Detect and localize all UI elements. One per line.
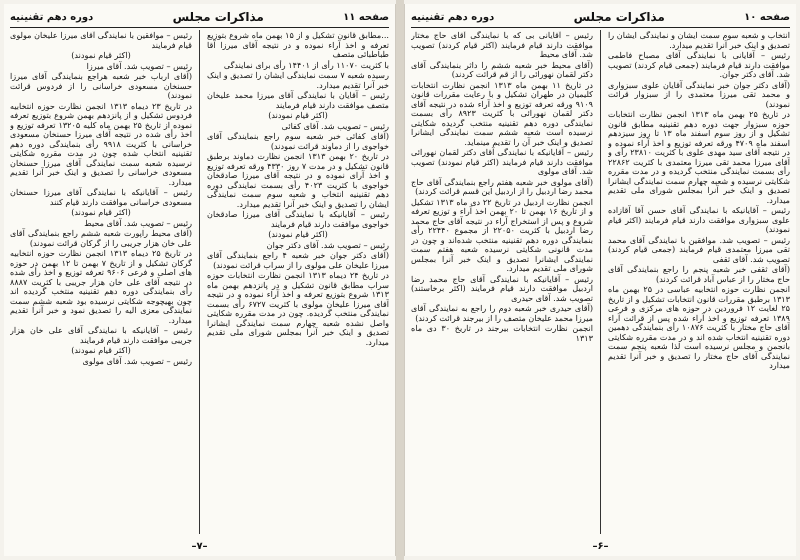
paragraph: رئیس – آقایانی با نمایندگی آقای مصباح فاطمی موافقت دارند قیام فرمایند (جمعی قیام کردند) تصویب شد. آقای دکتر جوان. [608,50,790,79]
paragraph: با کثریت ۱۱۰۷۰ رأی از ۱۴۴۰۱ رأی برای نمایندگی [223,59,389,70]
column-divider [600,30,601,534]
left-page-left-column [10,31,192,534]
paragraph: (آقای دکتر جوان خبر نمایندگی آقایان علوی سبزواری و محمد تقی میرزا معتمدی را از سبزوار قرائت نمودند) [608,79,790,109]
paragraph: رئیس – آقایانی بی که با نمایندگی آقای حاج مختار موافقت دارند قیام فرمایند (اکثر قیام کردند) تصویب شد. آقای محیط [411,31,593,59]
paragraph: رئیس – آقایانیکه با نمایندگی آقای حاج محمد رضا اردبیل موافقت دارند قیام فرمایند (اکثر برخاستند) تصویب شد. آقای حیدری [411,273,593,303]
paragraph: رئیس – موافقین با نمایندگی آقای میرزا علیخان مولوی قیام فرمایند [10,31,192,50]
paragraph: (آقای محیط خبر شعبه ششم را داثر بنمایندگی آقای دکتر لقمان نهورائی را از قم قرائت کردند) [411,59,593,79]
left-journal-title: مذاکرات مجلس [172,10,264,24]
paragraph: رئیس – آقایانیکه با نمایندگی آقای علی خان هزار جریبی موافقت دارند قیام فرمایند [10,325,192,345]
paragraph: (آقای ثقفی خبر شعبه پنجم را راجع بنمایندگی آقای حاج مختار را از عباس آباد قرائت کردند) [608,264,790,284]
paragraph: رئیس – تصویب شد. آقای دکتر جوان [266,239,389,250]
paragraph: در تاریخ ۲۰ بهمن ۱۳۱۳ انجمن نظارت دماوند برطبق قانون تشکیل و در مدت ۷ روز ۴۳۳۰ ورقه تعرفه توزیع و اخذ آرای نموده و در نتیجه آقای میرزا صادقخان خواجوی با کثریت ۴۰۲۳ رأی بسمت نمایندگی دوره دهم تقنینیه انتخاب و شعبه سوم سمت نمایندگی ایشان را تصدیق و اینک خبر آنرا تقدیم میدارد. [207,151,389,209]
paragraph: (آقای مولوی خبر شعبه هفتم راجع بنمایندگی آقای حاج محمد رضا اردبیل را از اردبیل این قسم قرائت کردند) [411,176,593,196]
paragraph: در تاریخ ۲۵ بهمن ماه ۱۳۱۳ انجمن نظارت انتخابات حوزه سبزوار جهت دوره دهم تقنینیه مطابق قانون تشکیل و از روز سوم اسفند ماه ۱۳ تا روز سیزدهم اسفند ماه ۴۷۰۹ ورقه تعرفه توزیع و اخذ آراء نموده و در نتیجه آقای سید مهدی علوی با کثریت ۲۳۸۱۰ رأی و آقای میرزا محمد تقی میرزا معتمدی با کثریت ۲۲۸۶۲ رأی بسمت نمایندگی منتخب گردیده و در مدت مقرره شکایتی نرسیده و شعبه چهارم سمت نمایندگی ایشانرا تصدیق و اینک خبر آنرا بمجلس شورای ملی تقدیم میدارد. [608,109,790,205]
paragraph: رئیس – آقایانیکه با نمایندگی آقای دکتر لقمان نهورائی موافقت دارند قیام فرمایند (اکثر قیام نمودند) تصویب شد. آقای مولوی [411,147,593,176]
paragraph: (آقای ارباب خبر شعبه هراجع بنمایندگی آقای میرزا حسنخان مسعودی خراسانی را از فردوس قرائت نمودند) [10,71,192,100]
header-rule [10,27,389,28]
left-page-header [10,8,389,26]
right-page-right-column [608,31,790,534]
paragraph: (آقای کفائی خبر شعبه سوم راجع بنمایندگی آقای خواجوی را از دماوند قرائت نمودند) [207,131,389,151]
left-page-number: –۷– [191,541,208,552]
paragraph: (اکثر قیام نمودند) [71,345,131,355]
paragraph: انجمن نظارت اردبیل در تاریخ ۲۲ دی ماه ۱۳۱۳ تشکیل و از تاریخ ۱۶ بهمن تا ۲۰ بهمن اخذ آراء و توزیع تعرفه شروع و پس از استخراج آراء در نتیجه آقای حاج محمد رضا اردبیل با کثریت ۲۲۰۵۰ از مجموع ۲۲۴۴۰ رأی بنمایندگی دوره دهم تقنینیه منتخب شده‌اند و چون در مدت قانونی شکایتی نرسیده شعبه هفتم سمت نمایندگی ایشانرا تصدیق و اینک خبر آنرا بمجلس شورای ملی تقدیم میدارد. [411,196,593,273]
header-rule [411,27,790,28]
column-divider [199,30,200,534]
right-journal-title: مذاکرات مجلس [573,10,665,24]
paragraph: رئیس – آقایانیکه با نمایندگی آقای میرزا حسنخان مسعودی خراسانی موافقت دارند قیام کنند [10,187,192,207]
right-page-label: صفحه ۱۰ [744,11,790,23]
left-page [4,4,396,556]
left-session-label: دوره دهم تقنینیه [10,11,94,23]
paragraph: انجمن نظارت انتخابات بیرجند در تاریخ ۳۰ دی ماه ۱۳۱۳ [411,323,593,343]
paragraph: (اکثر قیام نمودند) [71,50,131,60]
paragraph: (آقای حیدری خبر شعبه دوم را راجع به نمایندگی آقای میرزا محمد علیخان متصف را از بیرجند قرائت کردند) [411,303,593,323]
paragraph: (اکثر قیام نمودند) [71,207,131,217]
right-page-header [411,8,790,26]
paragraph: (اکثر قیام نمودند) [268,110,328,120]
paragraph: ...مطابق قانون تشکیل و از ۱۵ بهمن ماه شروع بتوزیع تعرفه و اخذ آراء نموده و در نتیجه آقای میرزا آقا طباطبائی متصف [207,31,389,59]
book-gutter [396,0,404,560]
paragraph: رئیس – آقایان با نمایندگی آقای میرزا محمد علیخان متصف موافقت دارند قیام فرمایند [207,90,389,110]
paragraph: (اکثر قیام نمودند) [268,229,328,239]
right-page [404,4,796,556]
paragraph: رئیس – آقایانیکه با نمایندگی آقای حسن آقا آقازاده علوی سبزواری موافقت دارند قیام فرمایند (اکثر قیام نمودند) [608,205,790,234]
right-page-left-column [411,31,593,534]
paragraph: در تاریخ ۲۴ دیماه ۱۳۱۳ انجمن نظارت انتخابات حوزه سراب مطابق قانون تشکیل و در پانزدهم بهمن ماه ۱۳۱۳ شروع بتوزیع تعرفه و اخذ آراء نموده و در نتیجه آقای میرزا علیخان مولوی با کثریت ۶۷۲۷ رأی بسمت نمایندگی منتخب گردیده. چون در مدت مقرره شکایتی واصل نشده شعبه چهارم سمت نمایندگی ایشانرا تصدیق و اینک خبر آنرا بمجلس شورای ملی تقدیم میدارد. [207,270,389,347]
paragraph: رئیس – تصویب شد. آقای کفائی [281,120,389,131]
paragraph: رئیس – تصویب شد. آقای محیط [84,217,192,228]
paragraph: رسیده شعبه ۷ سمت نمایندگی ایشان را تصدیق و اینک خبر آنرا تقدیم میدارد. [207,70,389,90]
right-page-number: –۶– [592,541,609,552]
right-session-label: دوره دهم تقنینیه [411,11,495,23]
paragraph: در تاریخ ۲۳ دیماه ۱۳۱۳ انجمن نظارت حوزه انتخابیه فردوس تشکیل و از پانزدهم بهمن شروع بتوزیع تعرفه نموده از تاریخ ۲۵ بهمن ماه کلیه ۱۳۲۰۵ تعرفه توزیع و اخذ رأی شده در نتیجه آقای میرزا حسنخان مسعودی خراسانی با کثریت ۹۹۱۸ رأی بنمایندگی دوره دهم تقنینیه انتخاب شده چون در مدت مقرره شکایتی نرسیده شعبه سمت نمایندگی آقای میرزا حسنخان مسعودی خراسانی را تصدیق و اینک خبر آنرا تقدیم میدارد. [10,100,192,187]
paragraph: انتخاب و شعبه سوم سمت ایشان و نمایندگی ایشان را تصدیق و اینک خبر آنرا تقدیم میدارد. [608,31,790,50]
left-page-right-column [207,31,389,534]
paragraph: (آقای محیط راپورت شعبه ششم راجع بنمایندگی آقای علی خان هزار جریبی را از گرکان قرائت نمودند) [10,228,192,248]
paragraph: رئیس – تصویب شد. آقای مولوی [82,355,192,366]
paragraph: انجمن نظارت حوزه انتخابیه عباسی در ۲۵ بهمن ماه ۱۳۱۳ برطبق مقررات قانون انتخابات تشکیل و از تاریخ ۲۵ لغایت ۱۲ فروردین در حوزه های مرکزی و فرعی ۱۳۸۹ تعرفه توزیع و اخذ آراء شده پس از قرائت آراء آقای حاج مختار با کثریت ۱۰۸۷۶ رأی بنمایندگی دهمین دوره تقنینیه انتخاب شده اند و در مدت مقرره شکایتی بانجمن و مجلس نرسیده است لذا شعبه پنجم سمت نمایندگی آقای حاج مختار را تصدیق و خبر آنرا تقدیم میدارد [608,284,790,370]
left-page-label: صفحه ۱۱ [343,11,389,23]
paragraph: رئیس – آقایانیکه با نمایندگی آقای میرزا صادقخان خواجوی موافقت دارند قیام فرمایند [207,209,389,229]
paragraph: رئیس – تصویب شد. موافقین با نمایندگی آقای محمد تقی میرزا معتمدی قیام فرمایند (جمعی قیام کردند) تصویب شد. آقای ثقفی [608,234,790,264]
paragraph: در تاریخ ۲۵ دیماه ۱۳۱۳ انجمن نظارت حوزه انتخابیه گرکان تشکیل و از تاریخ ۷ بهمن تا ۱۲ بهمن در حوزه های اصلی و فرعی ۹۶۰۶ تعرفه توزیع و اخذ رأی شده در نتیجه آقای علی خان هزار جریبی با کثریت ۸۸۸۷ رأی بنمایندگی دوره دهم تقنینیه منتخب گردیده اند چون بهیچوجه شکایتی نرسیده بود شعبه ششم سمت نمایندگی معزی الیه را تصدیق نمود و خبر آنرا تقدیم میدارد. [10,248,192,325]
paragraph: رئیس – تصویب شد. آقای میرزا [86,60,192,71]
paragraph: (آقای دکتر جوان خبر شعبه ۴ راجع بنمایندگی آقای میرزا علیخان علی مولوی را از سراب قرائت نمودند) [207,250,389,270]
paragraph: در تاریخ ۱۱ بهمن ماه ۱۳۱۳ انجمن نظارت انتخابات کلیمیان در طهران تشکیل و با رعایت مقررات قانون ۹۱۰۹ ورقه تعرفه توزیع و اخذ آراء شده در نتیجه آقای دکتر لقمان نهورائی با کثریت ۸۹۲۳ رأی بسمت نمایندگی دوره دهم تقنینیه منتخب گردیده شکایتی نرسیده است شعبه ششم سمت نمایندگی ایشانرا تصدیق و اینک خبر آن را تقدیم مینماید. [411,79,593,147]
